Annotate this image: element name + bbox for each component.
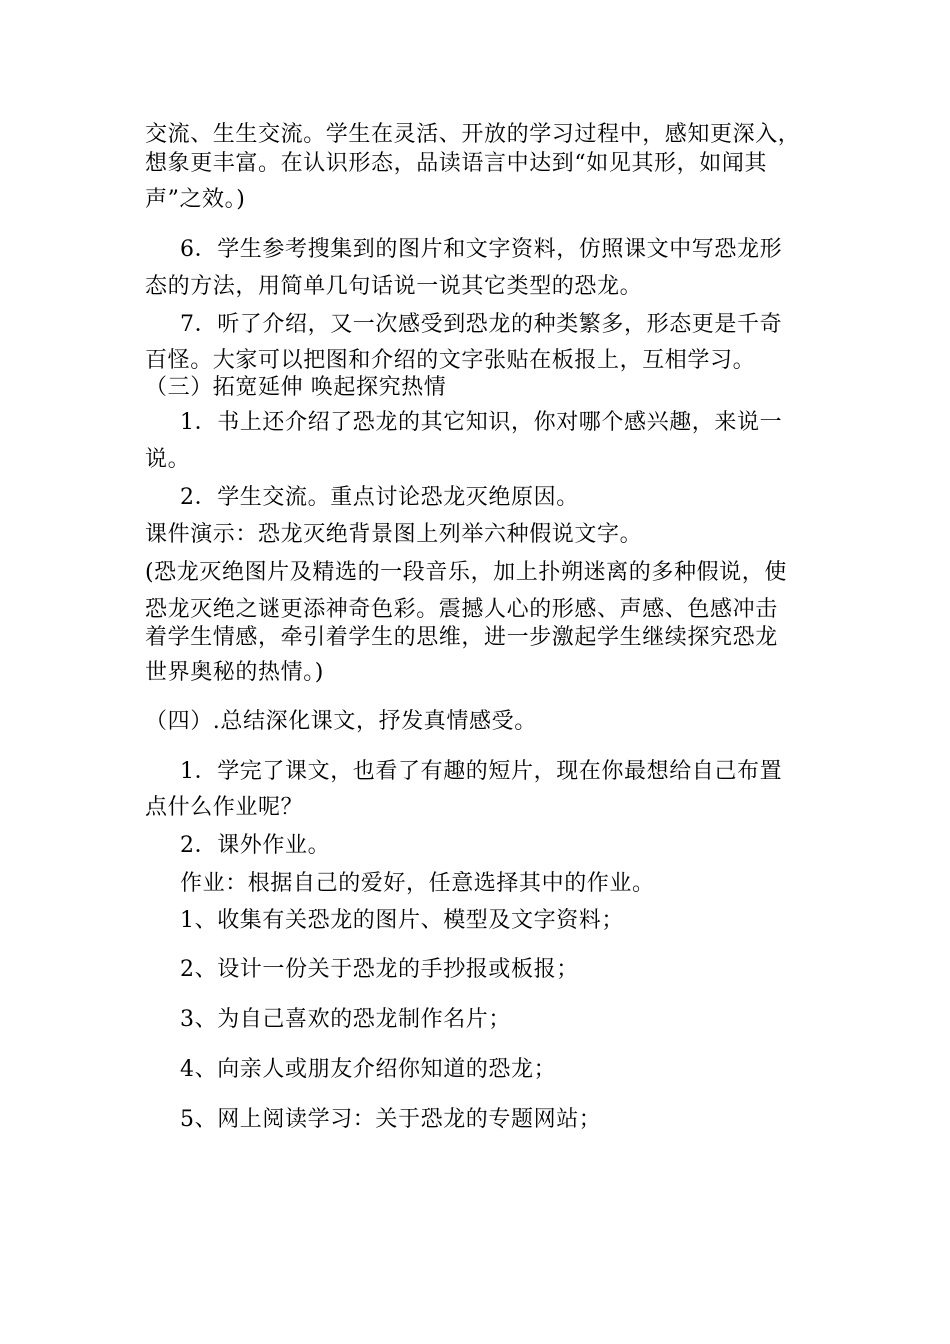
text-line: 课件演示：恐龙灭绝背景图上列举六种假说文字。 (145, 522, 643, 547)
text-line: 2．学生交流。重点讨论恐龙灭绝原因。 (180, 485, 579, 510)
text-line: 声”之效。) (145, 187, 246, 212)
text-line: 交流、生生交流。学生在灵活、开放的学习过程中，感知更深入， (145, 122, 801, 147)
list-item: 4、向亲人或朋友介绍你知道的恐龙； (180, 1057, 557, 1082)
text-line: 恐龙灭绝之谜更添神奇色彩。震撼人心的形感、声感、色感冲击 (145, 597, 778, 622)
list-item: 1、收集有关恐龙的图片、模型及文字资料； (180, 908, 624, 933)
list-item: 3、为自己喜欢的恐龙制作名片； (180, 1007, 511, 1032)
text-line: (恐龙灭绝图片及精选的一段音乐，加上扑朔迷离的多种假说，使 (145, 560, 787, 585)
text-line: 说。 (145, 447, 191, 472)
text-line: 点什么作业呢？ (145, 795, 304, 820)
text-line: 2．课外作业。 (180, 833, 331, 858)
text-line: 1．学完了课文，也看了有趣的短片，现在你最想给自己布置 (180, 759, 783, 784)
text-line: 着学生情感，牵引着学生的思维，进一步激起学生继续探究恐龙 (145, 625, 778, 650)
text-line: 态的方法，用简单几句话说一说其它类型的恐龙。 (145, 274, 643, 299)
list-item: 2、设计一份关于恐龙的手抄报或板报； (180, 957, 579, 982)
text-line: 想象更丰富。在认识形态，品读语言中达到“如见其形，如闻其 (145, 151, 768, 176)
text-line: 作业：根据自己的爱好，任意选择其中的作业。 (180, 871, 655, 896)
section-heading: （四）.总结深化课文，抒发真情感受。 (145, 709, 537, 734)
text-line: 6．学生参考搜集到的图片和文字资料，仿照课文中写恐龙形 (180, 237, 783, 262)
text-line: 1．书上还介绍了恐龙的其它知识，你对哪个感兴趣，来说一 (180, 410, 783, 435)
text-line: 百怪。大家可以把图和介绍的文字张贴在板报上，互相学习。 (145, 348, 756, 373)
list-item: 5、网上阅读学习：关于恐龙的专题网站； (180, 1107, 602, 1132)
text-line: 世界奥秘的热情。) (145, 660, 324, 685)
text-line: 7．听了介绍，又一次感受到恐龙的种类繁多，形态更是千奇 (180, 312, 783, 337)
section-heading: （三）拓宽延伸 唤起探究热情 (145, 375, 447, 400)
